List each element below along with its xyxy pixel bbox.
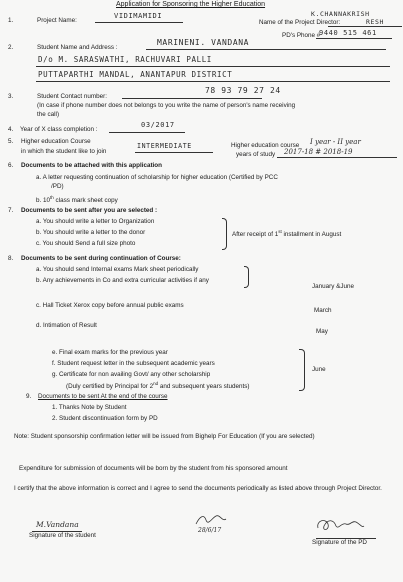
pd-signature-label: Signature of the PD: [312, 539, 367, 546]
doc-8d: d. Intimation of Result: [36, 322, 97, 329]
project-director-value: K.CHANNAKRISH: [311, 10, 370, 18]
documents-attached-label: Documents to be attached with this application: [21, 162, 162, 169]
pd-phone-label: PD's Phone #: [282, 32, 321, 39]
field-3-number: 3.: [8, 93, 14, 100]
address-line-1: D/o M. SARASWATHI, RACHUVARI PALLI: [38, 55, 212, 64]
contact-number-label: Student Contact number:: [37, 93, 108, 100]
expenditure-note: Expenditure for submission of documents will be born by the student from his sponsored amount: [19, 465, 288, 472]
project-director-value-tail: RESH: [366, 18, 385, 26]
course-join-label: in which the student like to join: [21, 148, 107, 155]
contact-note-line-2: the call): [37, 111, 60, 118]
pd-signature-mark: [312, 512, 368, 538]
sponsorship-note: Note: Student sponsorship confirmation letter will be issued from Bighelp For Education (If you are selected): [14, 433, 315, 440]
student-name-label: Student Name and Address :: [37, 44, 118, 51]
course-join-value: INTERMEDIATE: [137, 142, 192, 150]
project-director-label: Name of the Project Director:: [259, 19, 341, 26]
years-of-study-label: years of study: [236, 151, 276, 158]
documents-end-course-label: Documents to be sent At the end of the course: [38, 393, 168, 400]
doc-8e: e. Final exam marks for the previous year: [52, 349, 168, 356]
documents-after-selected-label: Documents to be sent after you are selected :: [21, 207, 158, 214]
form-title: Application for Sponsoring the Higher Education: [116, 1, 266, 8]
x-class-label: Year of X class completion :: [20, 126, 98, 133]
certification-text: I certify that the above information is correct and I agree to send the documents periodically as listed above through Project Director.: [14, 485, 382, 492]
course-label: Higher education course: [231, 142, 300, 149]
field-4-number: 4.: [8, 126, 14, 133]
date-value: 28/6/17: [198, 527, 222, 534]
x-class-value: 03/2017: [141, 121, 175, 129]
doc-8c: c. Hall Ticket Xerox copy before annual public exams: [36, 302, 184, 309]
doc-8f: f. Student request letter in the subsequent academic years: [52, 360, 215, 367]
doc-7a: a. You should write a letter to Organization: [36, 218, 155, 225]
field-7-number: 7.: [8, 207, 14, 214]
doc-8ab-timing: January &June: [312, 283, 355, 290]
doc-7b: b. You should write a letter to the donor: [36, 229, 146, 236]
doc-8d-timing: May: [316, 328, 328, 335]
doc-8c-timing: March: [314, 307, 332, 314]
doc-6b: b. 10th class mark sheet copy: [36, 195, 118, 205]
doc-6a: a. A letter requesting continuation of scholarship for higher education (Certified by PCC: [36, 174, 278, 181]
project-name-label: Project Name:: [37, 17, 77, 24]
doc-8a: a. You should send Internal exams Mark sheet periodically: [36, 266, 199, 273]
contact-number-value: 78 93 79 27 24: [205, 86, 281, 95]
doc-8g-continued: (Duly certified by Principal for 2nd and subsequent years students): [66, 381, 250, 391]
pd-phone-value: 9440 515 461: [319, 29, 377, 37]
documents-continuation-label: Documents to be sent during continuation of Course:: [21, 255, 181, 262]
doc-9-2: 2. Student discontinuation form by PD: [52, 415, 158, 422]
doc-9-1: 1. Thanks Note by Student: [52, 404, 127, 411]
higher-education-label: Higher education Course: [21, 138, 91, 145]
installment-note: After receipt of 1st installment in August: [232, 229, 342, 239]
field-1-number: 1.: [8, 17, 14, 24]
doc-8g: g. Certificate for non availing Govt/ any other scholarship: [52, 371, 211, 378]
address-line-2: PUTTAPARTHI MANDAL, ANANTAPUR DISTRICT: [38, 70, 233, 79]
project-name-value: VIDIMAMIDI: [114, 12, 163, 20]
field-6-number: 6.: [8, 162, 14, 169]
field-8-number: 8.: [8, 255, 14, 262]
course-year-value: I year - II year: [310, 138, 361, 146]
doc-7c: c. You should Send a full size photo: [36, 240, 136, 247]
field-2-number: 2.: [8, 44, 14, 51]
doc-8b: b. Any achievements in Co and extra curricular activities if any: [36, 277, 209, 284]
student-signature: M.Vandana: [36, 520, 79, 529]
doc-6a-continued: /PD): [51, 183, 64, 190]
doc-8efg-timing: June: [312, 366, 326, 373]
student-name-value: MARINENI. VANDANA: [157, 38, 250, 47]
student-signature-label: Signature of the student: [29, 532, 96, 539]
years-of-study-value: 2017-18 # 2018-19: [284, 148, 353, 156]
contact-note-line-1: (In case if phone number does not belongs to you write the name of person's name receiving: [37, 102, 296, 109]
field-5-number: 5.: [8, 138, 14, 145]
field-9-number: 9.: [26, 393, 32, 400]
